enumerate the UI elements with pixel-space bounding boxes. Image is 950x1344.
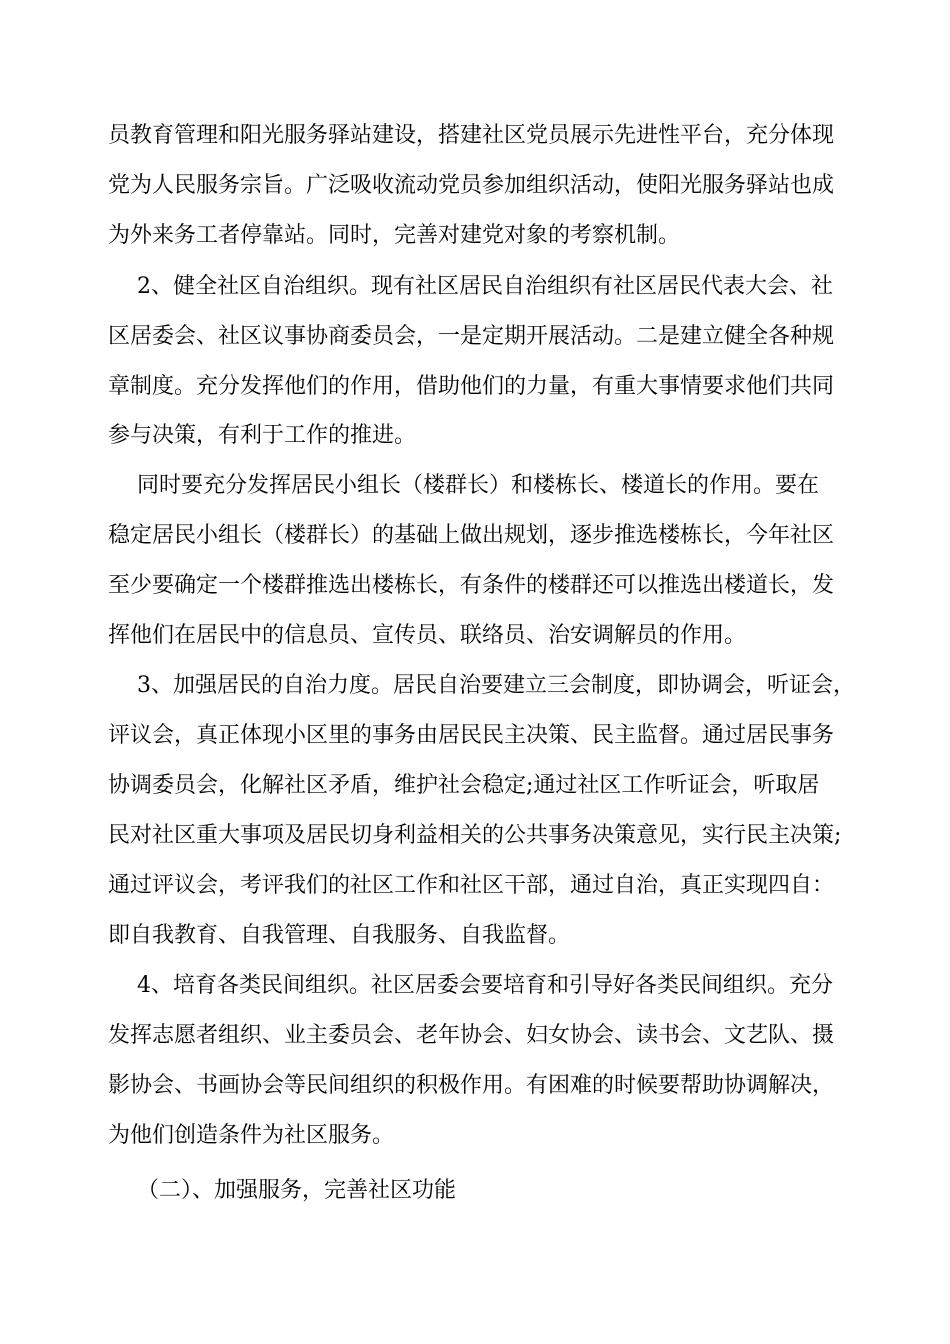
text-line: 党为人民服务宗旨。广泛吸收流动党员参加组织活动，使阳光服务驿站也成 (108, 173, 835, 198)
text-line: 挥他们在居民中的信息员、宣传员、联络员、治安调解员的作用。 (108, 623, 747, 648)
text-line: 同时要充分发挥居民小组长（楼群长）和楼栋长、楼道长的作用。要在 (137, 473, 820, 498)
text-line: 2、健全社区自治组织。现有社区居民自治组织有社区居民代表大会、社 (137, 274, 833, 299)
text-line: 至少要确定一个楼群推选出楼栋长，有条件的楼群还可以推选出楼道长，发 (108, 573, 835, 598)
text-line: 稳定居民小组长（楼群长）的基础上做出规划，逐步推选楼栋长，今年社区 (108, 523, 835, 548)
text-line: 评议会，真正体现小区里的事务由居民民主决策、民主监督。通过居民事务 (108, 723, 835, 748)
text-line: 发挥志愿者组织、业主委员会、老年协会、妇女协会、读书会、文艺队、摄 (108, 1023, 835, 1048)
text-line: 章制度。充分发挥他们的作用，借助他们的力量，有重大事情要求他们共同 (108, 374, 835, 399)
text-line: 参与决策，有利于工作的推进。 (108, 423, 417, 448)
text-line: 员教育管理和阳光服务驿站建设，搭建社区党员展示先进性平台，充分体现 (108, 123, 835, 148)
text-line: 影协会、书画协会等民间组织的积极作用。有困难的时候要帮助协调解决， (108, 1073, 835, 1098)
text-line: 3、加强居民的自治力度。居民自治要建立三会制度，即协调会，听证会， (137, 673, 855, 698)
text-line: 为外来务工者停靠站。同时，完善对建党对象的考察机制。 (108, 223, 681, 248)
text-line: 通过评议会，考评我们的社区工作和社区干部，通过自治，真正实现四自： (108, 873, 835, 898)
text-line: 为他们创造条件为社区服务。 (108, 1123, 395, 1148)
text-line: 4、培育各类民间组织。社区居委会要培育和引导好各类民间组织。充分 (137, 973, 833, 998)
text-line: 即自我教育、自我管理、自我服务、自我监督。 (108, 923, 571, 948)
text-line: 民对社区重大事项及居民切身利益相关的公共事务决策意见，实行民主决策; (108, 823, 842, 848)
text-line: 协调委员会，化解社区矛盾，维护社会稳定;通过社区工作听证会，听取居 (108, 773, 820, 798)
text-line: 区居委会、社区议事协商委员会，一是定期开展活动。二是建立健全各种规 (108, 324, 835, 349)
section-heading: （二）、加强服务，完善社区功能 (137, 1178, 457, 1203)
